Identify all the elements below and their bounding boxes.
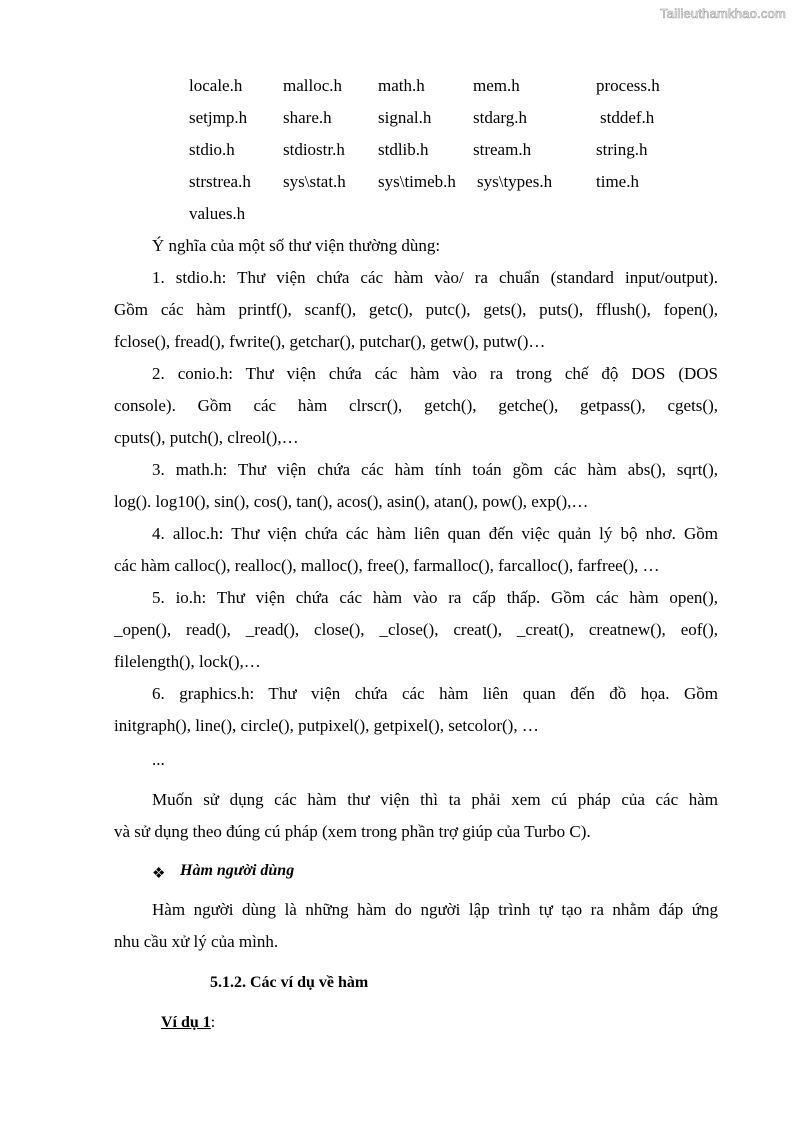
usage-line: và sử dụng theo đúng cú pháp (xem trong phần trợ giúp của Turbo C).: [114, 822, 591, 841]
user-functions-heading: Hàm người dùng: [180, 862, 295, 879]
library-name: process.h: [596, 76, 660, 95]
item-line: Gồm các hàm printf(), scanf(), getc(), putc(), gets(), puts(), fflush(), fopen(),: [114, 300, 718, 319]
library-name: setjmp.h: [189, 108, 248, 127]
library-name: values.h: [189, 204, 246, 223]
library-name: stdlib.h: [378, 140, 429, 159]
item-line: 6. graphics.h: Thư viện chứa các hàm liên quan đến đồ họa. Gồm: [152, 684, 718, 703]
section-heading: 5.1.2. Các ví dụ về hàm: [210, 974, 369, 991]
example-label: Ví dụ 1: [161, 1014, 211, 1031]
library-name: sys\timeb.h: [378, 172, 456, 191]
item-line: initgraph(), line(), circle(), putpixel(), getpixel(), setcolor(), …: [114, 716, 539, 735]
library-name: time.h: [596, 172, 639, 191]
item-line: 5. io.h: Thư viện chứa các hàm vào ra cấp thấp. Gồm các hàm open(),: [152, 588, 718, 607]
user-desc-line: nhu cầu xử lý của mình.: [114, 932, 279, 951]
library-name: sys\stat.h: [283, 172, 346, 191]
library-name: malloc.h: [283, 76, 343, 95]
library-name: math.h: [378, 76, 425, 95]
item-line: 4. alloc.h: Thư viện chứa các hàm liên quan đến việc quản lý bộ nhơ. Gồm: [152, 524, 718, 543]
item-line: _open(), read(), _read(), close(), _close(), creat(), _creat(), creatnew(), eof(),: [114, 620, 718, 639]
intro-text: Ý nghĩa của một số thư viện thường dùng:: [152, 236, 441, 255]
item-line: filelength(), lock(),…: [114, 652, 261, 671]
item-line: console). Gồm các hàm clrscr(), getch(), getche(), getpass(), cgets(),: [114, 396, 718, 415]
library-name: stdio.h: [189, 140, 235, 159]
item-line: 2. conio.h: Thư viện chứa các hàm vào ra trong chế độ DOS (DOS: [152, 364, 718, 383]
usage-line: Muốn sử dụng các hàm thư viện thì ta phải xem cú pháp của các hàm: [152, 790, 718, 809]
library-name: string.h: [596, 140, 648, 159]
item-line: fclose(), fread(), fwrite(), getchar(), putchar(), getw(), putw()…: [114, 332, 546, 351]
library-name: signal.h: [378, 108, 432, 127]
example-heading: [161, 1014, 215, 1032]
library-name: stream.h: [473, 140, 532, 159]
item-line: 3. math.h: Thư viện chứa các hàm tính toán gồm các hàm abs(), sqrt(),: [152, 460, 718, 479]
library-name: strstrea.h: [189, 172, 251, 191]
library-name: mem.h: [473, 76, 520, 95]
library-name: locale.h: [189, 76, 243, 95]
library-name: stddef.h: [600, 108, 655, 127]
item-line: log(). log10(), sin(), cos(), tan(), acos(), asin(), atan(), pow(), exp(),…: [114, 492, 589, 511]
item-line: 1. stdio.h: Thư viện chứa các hàm vào/ ra chuẩn (standard input/output).: [152, 268, 718, 287]
library-name: share.h: [283, 108, 332, 127]
library-name: stdarg.h: [473, 108, 527, 127]
watermark: Tailieuthamkhao.com: [660, 6, 786, 21]
example-colon: :: [210, 1014, 216, 1031]
item-line: cputs(), putch(), clreol(),…: [114, 428, 299, 447]
item-line: các hàm calloc(), realloc(), malloc(), free(), farmalloc(), farcalloc(), farfree(), …: [114, 556, 660, 575]
ellipsis-text: ...: [152, 750, 165, 769]
library-name: sys\types.h: [477, 172, 553, 191]
diamond-bullet-icon: ❖: [152, 866, 166, 882]
user-desc-line: Hàm người dùng là những hàm do người lập trình tự tạo ra nhằm đáp ứng: [152, 900, 718, 919]
library-name: stdiostr.h: [283, 140, 345, 159]
